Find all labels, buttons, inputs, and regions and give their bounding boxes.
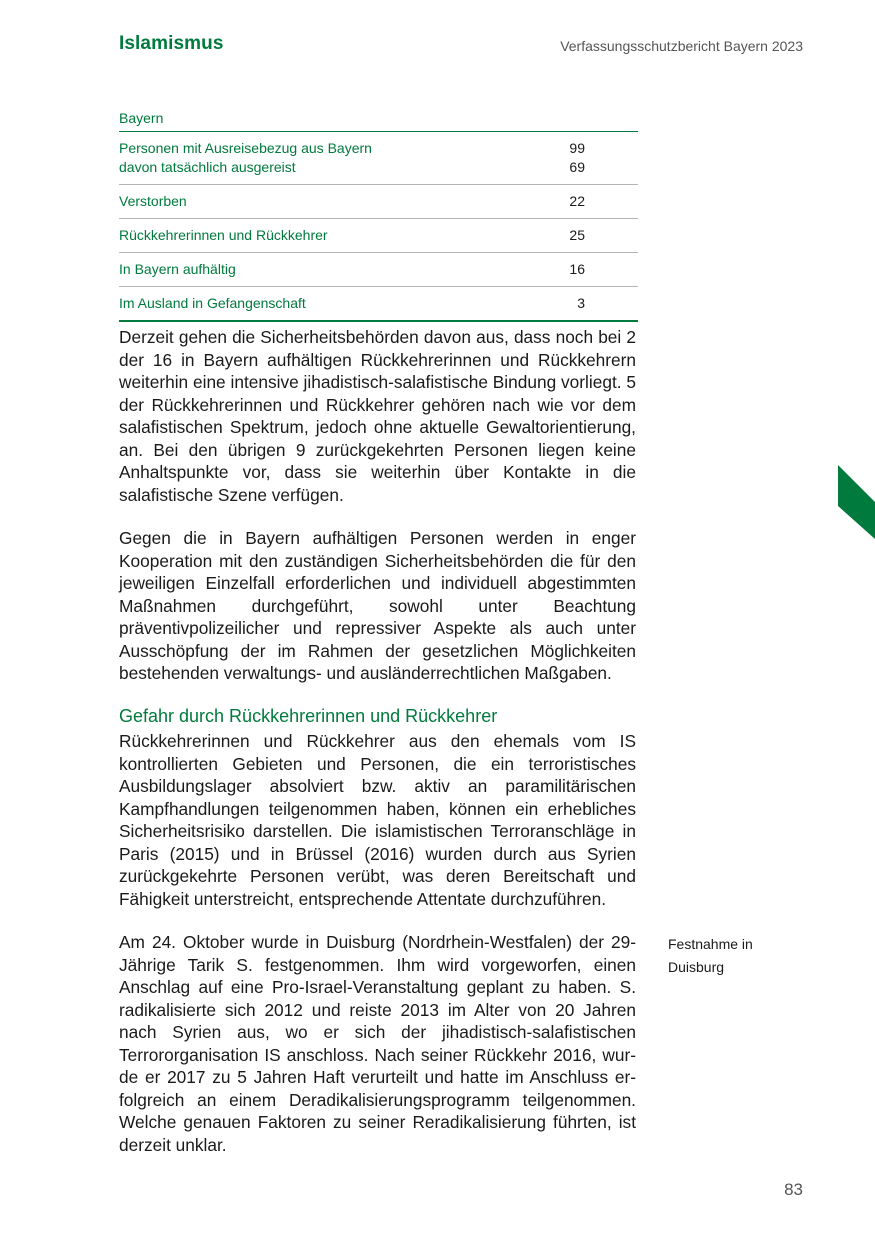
paragraph-bindung: Derzeit gehen die Sicherheitsbehörden davon aus, dass noch bei 2 der 16 in Bayern aufhältigen Rückkehrerinnen und Rückkehrern weiterhin eine intensive jihadistisch-salafistische Bindung vorliegt. 5 der Rückkehrerinnen und Rückkehrer gehören nach wie vor dem salafistischen Spektrum, jedoch ohne aktuelle Gewaltorientierung, an. Bei den übrigen 9 zurückgekehrten Personen liegen keine Anhaltspunkte vor, dass sie weiterhin über Kontakte in die salafistische Szene verfügen. [119, 327, 636, 505]
table-row [119, 185, 638, 219]
row-value-line: 22 [569, 193, 585, 209]
row-value-line: 69 [569, 159, 585, 175]
row-value [525, 287, 638, 322]
row-value-line: 3 [577, 295, 585, 311]
row-value-line: 25 [569, 227, 585, 243]
row-label-line: Rückkehrerinnen und Rückkehrer [119, 227, 328, 243]
row-value-line: 99 [569, 140, 585, 156]
table-row [119, 287, 638, 322]
row-label [119, 287, 525, 322]
subheading: Gefahr durch Rückkehrerinnen und Rückkehrer [119, 706, 498, 726]
section-label: Islamismus [119, 33, 224, 54]
chapter-tab-marker [838, 465, 875, 539]
row-value [525, 132, 638, 185]
statistics-table [119, 106, 638, 322]
page-number: 83 [784, 1180, 803, 1199]
row-label-line: Verstorben [119, 193, 187, 209]
margin-note-line: Festnahme in [668, 936, 753, 952]
table-row [119, 253, 638, 287]
row-label [119, 132, 525, 185]
paragraph-gefahr: Rückkehrerinnen und Rückkehrer aus den ehemals vom IS kontrollierten Gebieten und Personen, die ein terroristisches Ausbildungslager absolviert bzw. aktiv an paramilitärischen Kampfhandlungen teilgenommen haben, können ein erhebliches Sicherheitsrisiko darstellen. Die islamistischen Terroranschläge in Paris (2015) und in Brüssel (2016) wurden durch aus Syrien zurückgekehrte Personen verübt, was deren Bereitschaft und Fähigkeit unterstreicht, entsprechende Attentate durchzuführen. [119, 731, 636, 909]
row-value [525, 219, 638, 253]
row-label [119, 219, 525, 253]
row-label [119, 185, 525, 219]
row-value [525, 185, 638, 219]
paragraph-festnahme: Am 24. Oktober wurde in Duisburg (Nordrhein-Westfalen) der 29-Jährige Tarik S. festgenommen. Ihm wird vorgeworfen, einen Anschlag auf eine Pro-Israel-Veranstaltung geplant zu haben. S. radikalisierte sich 2012 und reiste 2013 im Alter von 20 Jahren nach Syrien aus, wo er sich der jihadistisch-salafistischen Terrororganisation IS anschloss. Nach seiner Rückkehr 2016, wurde er 2017 zu 5 Jahren Haft verurteilt und hatte im Anschluss erfolgreich an einem Deradikalisierungsprogramm teilgenommen. Welche genauen Faktoren zu seiner Reradikalisierung führten, ist derzeit unklar. [119, 932, 636, 1155]
document-title: Verfassungsschutzbericht Bayern 2023 [560, 38, 803, 54]
margin-note [668, 933, 778, 979]
margin-note-line: Duisburg [668, 959, 725, 975]
row-label-line: In Bayern aufhältig [119, 261, 236, 277]
paragraph-massnahmen: Gegen die in Bayern aufhältigen Personen werden in enger Kooperation mit den zuständigen Sicherheitsbehörden die für den jeweiligen Einzelfall erforderlichen und individuell abgestimmten Maßnahmen durchgeführt, sowohl unter Beachtung präventivpolizeilicher und repressiver Aspekte als auch unter Ausschöpfung der im Rahmen der gesetzlichen Möglichkeiten bestehenden verwaltungs- und ausländerrechtlichen Maßgaben. [119, 528, 636, 683]
table-header-row [119, 106, 638, 132]
row-value-line: 16 [569, 261, 585, 277]
row-label-line: Im Ausland in Gefangenschaft [119, 295, 306, 311]
table-row [119, 132, 638, 185]
row-label-line: Personen mit Ausreisebezug aus Bayern [119, 140, 372, 156]
row-label-line: davon tatsächlich ausgereist [119, 159, 296, 175]
row-value [525, 253, 638, 287]
row-label [119, 253, 525, 287]
table-row [119, 219, 638, 253]
table-header: Bayern [119, 106, 638, 132]
